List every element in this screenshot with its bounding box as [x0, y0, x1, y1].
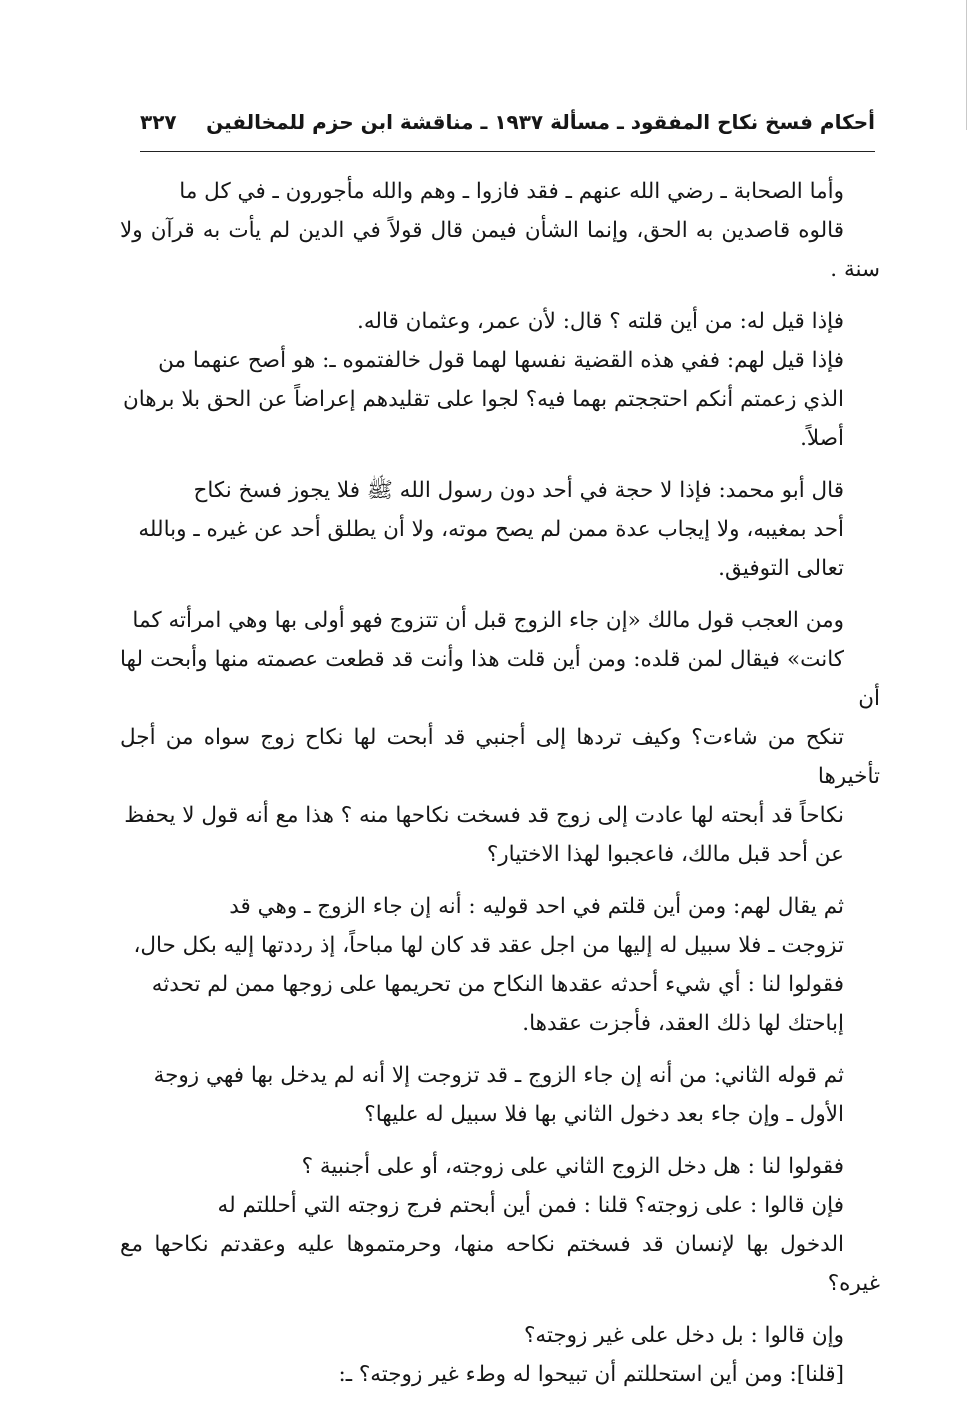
running-header-title: أحكام فسخ نكاح المفقود ـ مسألة ١٩٣٧ ـ مناقشة ابن حزم للمخالفين	[206, 110, 875, 134]
text-line: فإذا قيل لهم: ففي هذه القضية نفسها لهما قول خالفتموه ـ: هو أصح عنهما من	[158, 348, 844, 373]
paragraph-malik	[120, 601, 880, 874]
text-line: عن أحد قبل مالك، فاعجبوا لهذا الاختيار؟	[486, 842, 844, 867]
text-line: ومن العجب قول مالك «إن جاء الزوج قبل أن تتزوج فهو أولى بها وهي امرأته كما	[132, 608, 844, 633]
text-line: تعالى التوفيق.	[718, 556, 844, 581]
text-line: [قلنا]: ومن أين استحللتم أن تبيحوا له وطء غير زوجته؟ ـ:	[338, 1362, 844, 1387]
paragraph-if-asked-them	[120, 341, 880, 458]
text-line: أصلاً.	[800, 426, 844, 451]
paragraph-if-asked	[120, 302, 880, 341]
text-line: وأما الصحابة ـ رضي الله عنهم ـ فقد فازوا ـ وهم والله مأجورون ـ في كل ما	[179, 179, 844, 204]
text-line: أحد بمغيبه، ولا إيجاب عدة ممن لم يصح موته، ولا أن يطلق أحد عن غيره ـ وبالله	[138, 517, 844, 542]
text-line: فقولوا لنا : هل دخل الزوج الثاني على زوجته، أو على أجنبية ؟	[301, 1154, 844, 1179]
paragraph-if-they-said-other	[120, 1316, 880, 1355]
paragraph-if-they-said-wife	[120, 1186, 880, 1303]
text-line: كانت» فيقال لمن قلده: ومن أين قلت هذا وأنت قد قطعت عصمته منها وأبحت لها أن	[120, 647, 880, 711]
paragraph-sahaba	[120, 172, 880, 289]
text-line: فقولوا لنا : أي شيء أحدثه عقدها النكاح من تحريمها على زوجها ممن لم تحدثه	[151, 972, 844, 997]
text-line: تنكح من شاءت؟ وكيف تردها إلى أجنبي قد أبحت لها نكاح زوج سواه من أجل تأخيرها	[120, 725, 880, 789]
text-line: نكاحاً قد أبحته لها عادت إلى زوج قد فسخت نكاحها منه ؟ هذا مع أنه قول لا يحفظ	[124, 803, 844, 828]
paragraph-second-saying	[120, 1056, 880, 1134]
paragraph-we-said	[120, 1355, 880, 1394]
text-line: ثم يقال لهم: ومن أين قلتم في احد قوليه : أنه إن جاء الزوج ـ وهي قد	[229, 894, 844, 919]
text-line: قالوه قاصدين به الحق، وإنما الشأن فيمن قال قولاً في الدين لم يأت به قرآن ولا سنة .	[120, 218, 880, 282]
text-line: قال أبو محمد: فإذا لا حجة في أحد دون رسول الله ﷺ فلا يجوز فسخ نكاح	[193, 478, 844, 503]
text-line: الدخول بها لإنسان قد فسختم نكاحه منها، وحرمتموها عليه وعقدتم نكاحها مع غيره؟	[120, 1232, 880, 1296]
text-line: فإذا قيل له: من أين قلته ؟ قال: لأن عمر، وعثمان قاله.	[357, 309, 844, 334]
text-line: إباحتك لها ذلك العقد، فأجزت عقدها.	[522, 1011, 844, 1036]
text-line: فإن قالوا : على زوجته؟ قلنا : فمن أين أبحتم فرج زوجته التي أحللتم له	[217, 1193, 844, 1218]
scan-edge-line	[966, 0, 967, 130]
body-text	[120, 172, 880, 1394]
text-line: الأول ـ وإن جاء بعد دخول الثاني بها فلا سبيل له عليها؟	[364, 1102, 844, 1127]
paragraph-tell-us	[120, 1147, 880, 1186]
text-line: وإن قالوا : بل دخل على غير زوجته؟	[523, 1323, 844, 1348]
page-number: ٣٢٧	[140, 110, 177, 134]
text-line: تزوجت ـ فلا سبيل له إليها من اجل عقد قد كان لها مباحاً، إذ رددتها إليه بكل حال،	[133, 933, 844, 958]
header-rule	[140, 151, 875, 152]
paragraph-then-said	[120, 887, 880, 1043]
text-line: ثم قوله الثاني: من أنه إن جاء الزوج ـ قد تزوجت إلا أنه لم يدخل بها فهي زوجة	[153, 1063, 844, 1088]
text-line: الذي زعمتم أنكم احتججتم بهما فيه؟ لجوا على تقليدهم إعراضاً عن الحق بلا برهان	[122, 387, 844, 412]
running-header	[140, 100, 875, 144]
paragraph-abu-muhammad	[120, 471, 880, 588]
